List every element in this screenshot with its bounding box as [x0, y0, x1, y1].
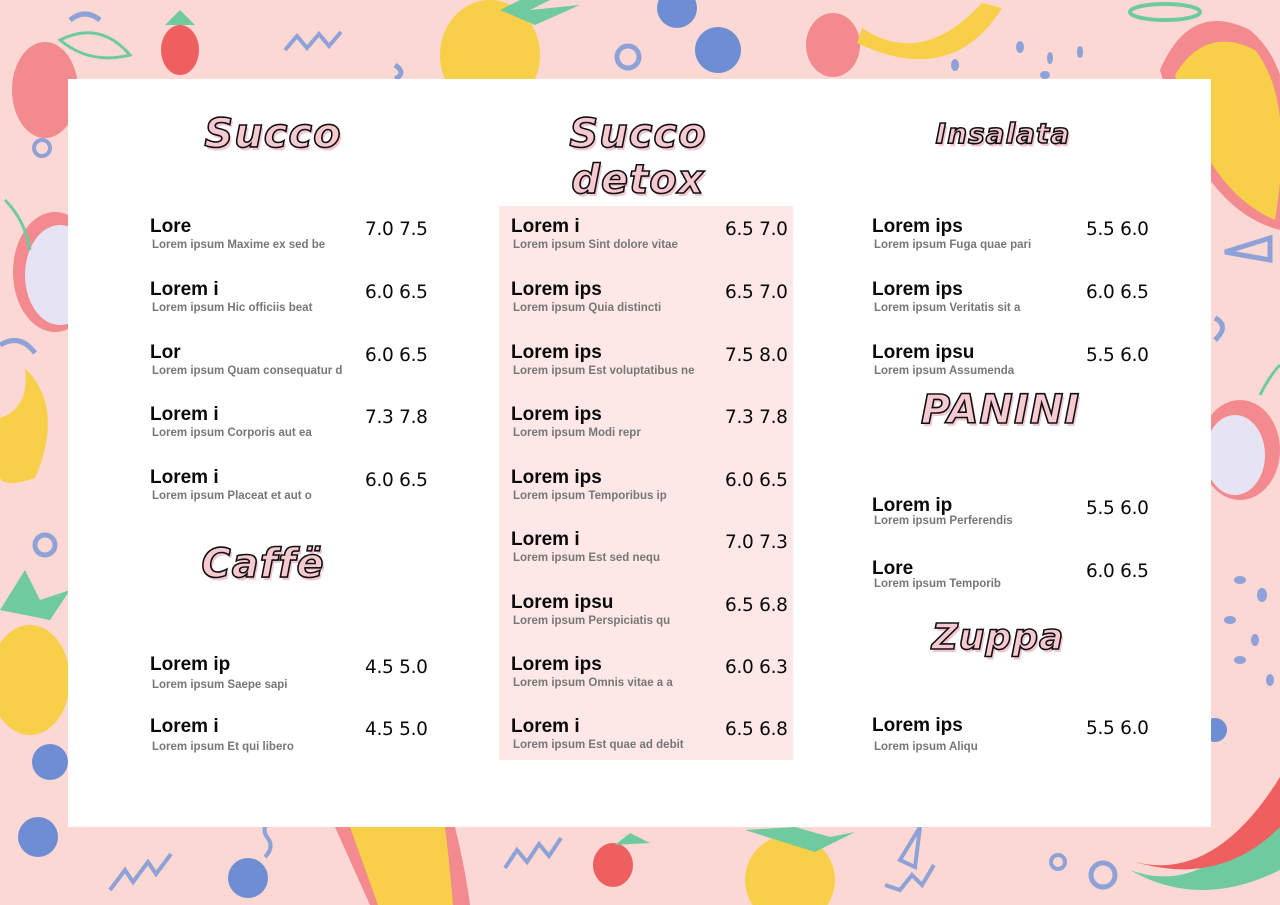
item-desc: Lorem ipsum Hic officiis beat: [152, 302, 313, 314]
item-price: 5.5 6.0: [1086, 498, 1149, 519]
item-name: Lorem ip: [872, 495, 953, 516]
item-price: 6.5 7.0: [725, 282, 788, 303]
item-desc: Lorem ipsum Maxime ex sed be: [152, 239, 326, 251]
item-desc: Lorem ipsum Omnis vitae a a: [513, 677, 673, 689]
squiggle-icon: [505, 838, 561, 868]
item-desc: Lorem ipsum Temporibus ip: [513, 490, 667, 502]
item-name: Lorem ips: [872, 715, 963, 736]
item-name: Lorem ips: [511, 342, 602, 363]
item-name: Lorem ips: [872, 216, 963, 237]
item-desc: Lorem ipsum Perspiciatis qu: [513, 615, 671, 627]
item-price: 4.5 5.0: [365, 719, 428, 740]
ring-icon: [35, 535, 55, 555]
item-desc: Lorem ipsum Sint dolore vitae: [513, 239, 678, 251]
item-price: 7.5 8.0: [725, 345, 788, 366]
item-desc: Lorem ipsum Est quae ad debit: [513, 739, 684, 751]
item-price: 6.0 6.3: [725, 657, 788, 678]
section-title-succo: Succo: [204, 111, 342, 157]
item-name: Lorem i: [511, 529, 580, 550]
blueberry-icon: [657, 0, 697, 28]
banana-icon: [0, 368, 48, 483]
item-name: Lorem i: [150, 716, 219, 737]
item-name: Lore: [150, 216, 192, 237]
blueberry-icon: [18, 817, 58, 857]
item-price: 6.5 7.0: [725, 219, 788, 240]
item-price: 7.3 7.8: [725, 407, 788, 428]
blueberry-icon: [32, 744, 68, 780]
strawberry-icon: [161, 10, 199, 75]
item-desc: Lorem ipsum Perferendis: [874, 515, 1013, 527]
item-price: 6.0 6.5: [1086, 561, 1149, 582]
item-price: 6.0 6.5: [365, 345, 428, 366]
section-title-caffe: Caffë: [201, 541, 325, 587]
item-name: Lorem ips: [511, 404, 602, 425]
dots-icon: [951, 41, 1083, 79]
item-name: Lore: [872, 558, 914, 579]
mango-icon: [335, 827, 470, 905]
item-desc: Lorem ipsum Veritatis sit a: [874, 302, 1021, 314]
item-name: Lorem ips: [511, 279, 602, 300]
item-name: Lorem ip: [150, 654, 231, 675]
item-price: 7.3 7.8: [365, 407, 428, 428]
item-name: Lorem ips: [511, 654, 602, 675]
item-desc: Lorem ipsum Temporib: [874, 578, 1001, 590]
strawberry-icon: [806, 13, 860, 77]
item-name: Lorem ipsu: [872, 342, 975, 363]
item-desc: Lorem ipsum Aliqu: [874, 741, 978, 753]
strawberry-icon: [593, 833, 650, 887]
squiggle-icon: [110, 854, 171, 890]
menu-card: [68, 79, 1211, 827]
item-desc: Lorem ipsum Quia distincti: [513, 302, 662, 314]
item-price: 7.0 7.5: [365, 219, 428, 240]
item-price: 6.0 6.5: [365, 470, 428, 491]
ring-icon: [34, 140, 50, 156]
item-name: Lorem i: [150, 467, 219, 488]
ring-icon: [1051, 855, 1065, 869]
item-name: Lorem ips: [511, 467, 602, 488]
item-name: Lorem i: [511, 716, 580, 737]
item-name: Lorem i: [150, 404, 219, 425]
item-desc: Lorem ipsum Est voluptatibus ne: [513, 365, 695, 377]
item-desc: Lorem ipsum Saepe sapi: [152, 679, 288, 691]
item-name: Lor: [150, 342, 181, 363]
item-price: 5.5 6.0: [1086, 345, 1149, 366]
ring-icon: [617, 46, 639, 68]
item-name: Lorem i: [511, 216, 580, 237]
item-desc: Lorem ipsum Est sed nequ: [513, 552, 660, 564]
item-desc: Lorem ipsum Fuga quae pari: [874, 239, 1032, 251]
item-desc: Lorem ipsum Assumenda: [874, 365, 1015, 377]
item-price: 5.5 6.0: [1086, 718, 1149, 739]
section-title-succo-detox: Succo detox: [569, 111, 707, 203]
item-price: 6.0 6.5: [725, 470, 788, 491]
section-title-insalata: Insalata: [935, 117, 1071, 150]
arc-icon: [70, 14, 100, 20]
item-price: 5.5 6.0: [1086, 219, 1149, 240]
squiggle-icon: [285, 32, 341, 50]
triangle-icon: [1225, 238, 1270, 260]
item-name: Lorem ips: [872, 279, 963, 300]
item-desc: Lorem ipsum Placeat et aut o: [152, 490, 312, 502]
item-price: 6.0 6.5: [365, 282, 428, 303]
item-price: 4.5 5.0: [365, 657, 428, 678]
section-title-zuppa: Zuppa: [931, 617, 1065, 658]
section-title-panini: PANINI: [920, 387, 1081, 433]
item-price: 6.0 6.5: [1086, 282, 1149, 303]
ring-icon: [1091, 863, 1115, 887]
item-desc: Lorem ipsum Quam consequatur d: [152, 365, 343, 377]
item-price: 6.5 6.8: [725, 595, 788, 616]
item-name: Lorem ipsu: [511, 592, 614, 613]
blueberry-icon: [695, 27, 741, 73]
item-desc: Lorem ipsum Corporis aut ea: [152, 427, 312, 439]
item-name: Lorem i: [150, 279, 219, 300]
squiggle-icon: [885, 865, 934, 890]
triangle-icon: [900, 827, 920, 867]
blueberry-icon: [228, 858, 268, 898]
pineapple-icon: [745, 827, 855, 905]
item-desc: Lorem ipsum Et qui libero: [152, 741, 294, 753]
item-price: 7.0 7.3: [725, 532, 788, 553]
item-price: 6.5 6.8: [725, 719, 788, 740]
item-desc: Lorem ipsum Modi repr: [513, 427, 641, 439]
banana-icon: [857, 3, 1002, 59]
pineapple-icon: [0, 570, 70, 735]
dots-icon: [1224, 576, 1274, 686]
dragonfruit-icon: [1200, 365, 1280, 500]
